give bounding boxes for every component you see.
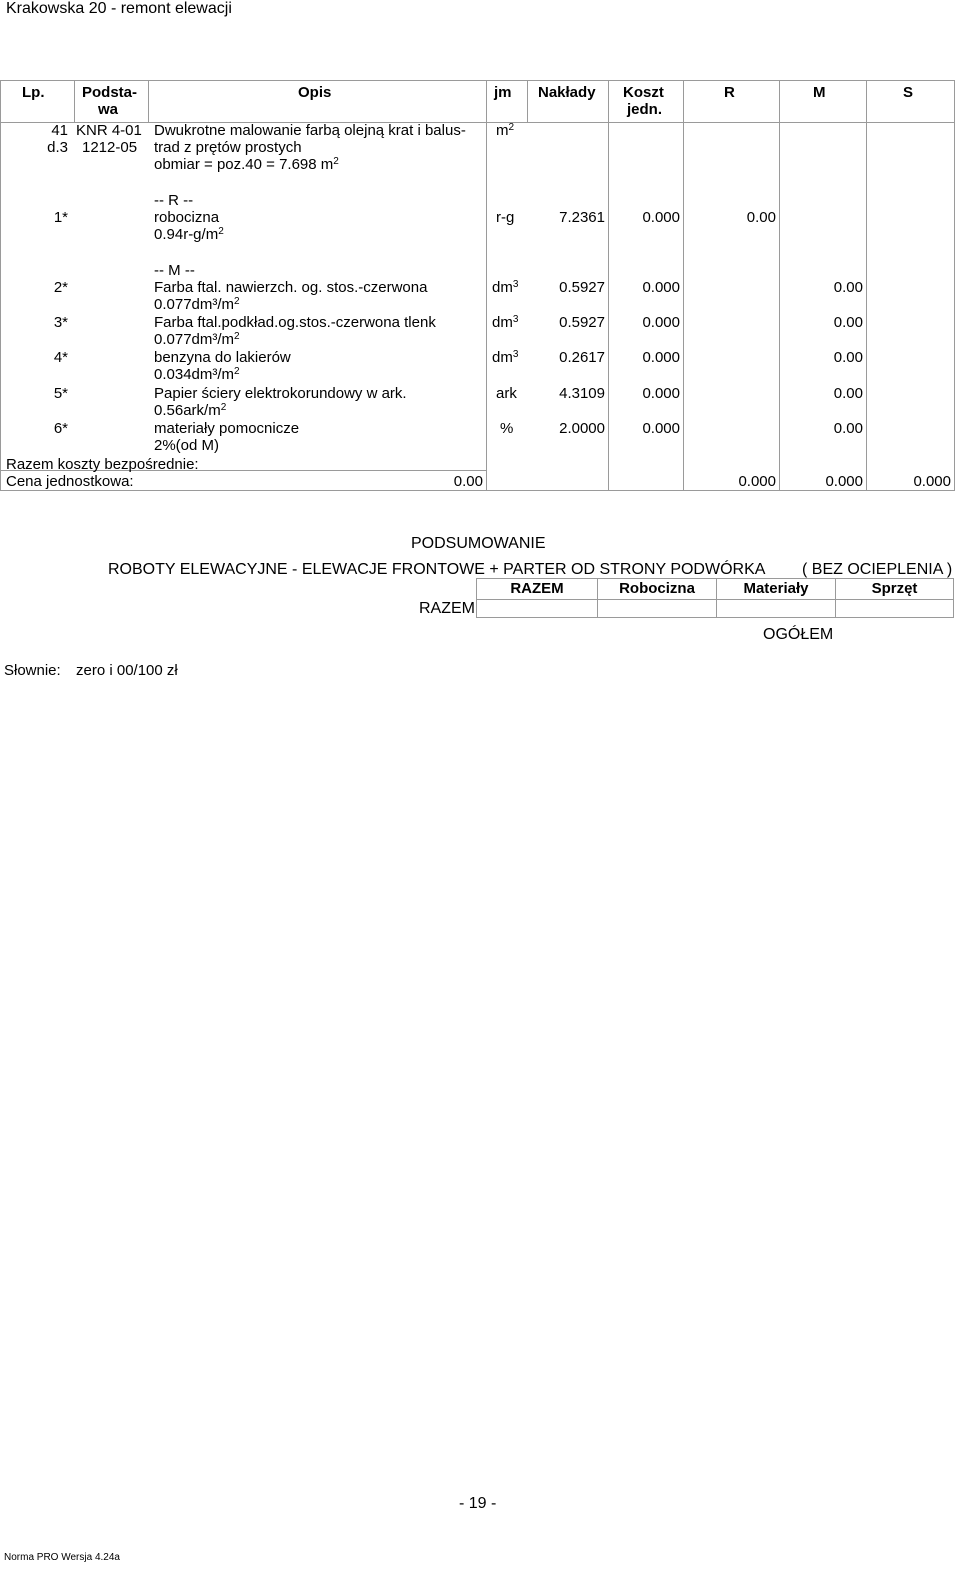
col-divider	[954, 80, 955, 490]
row-3-amount: 0.5927	[559, 314, 605, 331]
col-divider	[486, 80, 487, 490]
row-4-num: 4*	[53, 349, 68, 366]
summary-grid-line	[953, 578, 954, 618]
summary-heading: PODSUMOWANIE	[411, 535, 546, 552]
row-6-norm: 2%(od M)	[154, 437, 220, 454]
row-5-amount: 4.3109	[559, 385, 605, 402]
col-divider	[0, 80, 1, 490]
summary-subtitle-right: ( BEZ OCIEPLENIA )	[802, 561, 953, 578]
row-2-num: 2*	[53, 279, 68, 296]
summary-col-materialy: Materiały	[743, 580, 809, 597]
table-header-bottom-border	[0, 122, 955, 123]
row-5-norm: $0.56ark/m^2$	[154, 402, 227, 419]
position-base: KNR 4-01	[76, 122, 142, 139]
row-4-m-value: 0.00	[833, 349, 863, 366]
row-1-unit-cost: 0.000	[642, 209, 680, 226]
row-6-m-value: 0.00	[833, 420, 863, 437]
row-5-m-value: 0.00	[833, 385, 863, 402]
summary-subtitle: ROBOTY ELEWACYJNE - ELEWACJE FRONTOWE + PARTER OD STRONY PODWÓRKA	[108, 561, 766, 578]
row-4-norm: $0.034dm^3/m^2$	[154, 366, 240, 383]
row-4-unit-cost: 0.000	[642, 349, 680, 366]
row-3-num: 3*	[53, 314, 68, 331]
row-5-unit: ark	[496, 385, 517, 402]
row-1-r-value: 0.00	[746, 209, 776, 226]
unit-price-r: 0.000	[738, 473, 776, 490]
row-2-m-value: 0.00	[833, 279, 863, 296]
summary-col-sprzet: Sprzęt	[871, 580, 918, 597]
position-measure: obmiar = poz.40 = 7.698 $m^2$	[154, 156, 339, 173]
summary-row-label: RAZEM	[419, 600, 475, 617]
col-divider	[608, 80, 609, 490]
row-3-unit-cost: 0.000	[642, 314, 680, 331]
header-lp: Lp.	[22, 84, 45, 101]
row-6-amount: 2.0000	[559, 420, 605, 437]
header-m: M	[813, 84, 826, 101]
amount-in-words-value: zero i 00/100 zł	[76, 662, 178, 679]
row-6-unit-cost: 0.000	[642, 420, 680, 437]
row-5-unit-cost: 0.000	[642, 385, 680, 402]
section-m-label: -- M --	[154, 262, 195, 279]
row-3-norm: $0.077dm^3/m^2$	[154, 331, 240, 348]
section-r-label: -- R --	[154, 192, 194, 209]
position-base-code: 1212-05	[82, 139, 138, 156]
row-2-unit: $dm^3$	[492, 279, 519, 296]
unit-price-m: 0.000	[825, 473, 863, 490]
unit-price-label: Cena jednostkowa:	[6, 473, 134, 490]
col-divider	[148, 80, 149, 122]
row-1-norm: $0.94r-g/m^2$	[154, 226, 224, 243]
row-4-name: benzyna do lakierów	[154, 349, 291, 366]
direct-costs-label: Razem koszty bezpośrednie:	[6, 456, 199, 473]
unit-price-value: 0.00	[453, 473, 483, 490]
header-koszt-2: jedn.	[627, 101, 663, 118]
summary-grid-line	[476, 578, 954, 579]
table-header-top-border	[0, 80, 955, 81]
row-1-unit: r-g	[496, 209, 515, 226]
position-description-line1: Dwukrotne malowanie farbą olejną krat i balus-	[154, 122, 466, 139]
row-2-amount: 0.5927	[559, 279, 605, 296]
page-title: Krakowska 20 - remont elewacji	[6, 0, 232, 17]
row-4-amount: 0.2617	[559, 349, 605, 366]
header-koszt-1: Koszt	[623, 84, 664, 101]
page-number: - 19 -	[459, 1495, 497, 1512]
row-6-num: 6*	[53, 420, 68, 437]
row-1-num: 1*	[53, 209, 68, 226]
row-3-m-value: 0.00	[833, 314, 863, 331]
header-jm: jm	[494, 84, 512, 101]
col-divider	[527, 80, 528, 122]
row-1-name: robocizna	[154, 209, 220, 226]
row-5-num: 5*	[53, 385, 68, 402]
position-unit: $m^2$	[496, 122, 515, 139]
col-divider	[74, 80, 75, 122]
summary-total-label: OGÓŁEM	[763, 626, 834, 643]
row-6-name: materiały pomocnicze	[154, 420, 300, 437]
header-opis: Opis	[298, 84, 332, 101]
row-3-unit: $dm^3$	[492, 314, 519, 331]
header-podstawa-2: wa	[98, 101, 119, 118]
header-podstawa-1: Podsta-	[82, 84, 138, 101]
position-lp: 41	[51, 122, 68, 139]
row-6-unit: %	[500, 420, 514, 437]
header-r: R	[724, 84, 735, 101]
col-divider	[779, 80, 780, 490]
header-naklady: Nakłady	[538, 84, 596, 101]
row-2-unit-cost: 0.000	[642, 279, 680, 296]
row-1-amount: 7.2361	[559, 209, 605, 226]
col-divider	[866, 80, 867, 490]
software-footer: Norma PRO Wersja 4.24a	[4, 1552, 120, 1563]
header-s: S	[903, 84, 914, 101]
row-2-name: Farba ftal. nawierzch. og. stos.-czerwona	[154, 279, 428, 296]
row-divider	[0, 490, 955, 491]
amount-in-words-label: Słownie:	[4, 662, 61, 679]
summary-grid-line	[476, 599, 954, 600]
col-divider	[683, 80, 684, 490]
row-5-name: Papier ściery elektrokorundowy w ark.	[154, 385, 407, 402]
row-3-name: Farba ftal.podkład.og.stos.-czerwona tlenk	[154, 314, 436, 331]
summary-col-razem: RAZEM	[510, 580, 564, 597]
row-4-unit: $dm^3$	[492, 349, 519, 366]
summary-grid-line	[476, 617, 954, 618]
position-description-line2: trad z prętów prostych	[154, 139, 302, 156]
position-lp-sub: d.3	[47, 139, 68, 156]
summary-col-robocizna: Robocizna	[619, 580, 695, 597]
unit-price-s: 0.000	[913, 473, 951, 490]
row-2-norm: $0.077dm^3/m^2$	[154, 296, 240, 313]
